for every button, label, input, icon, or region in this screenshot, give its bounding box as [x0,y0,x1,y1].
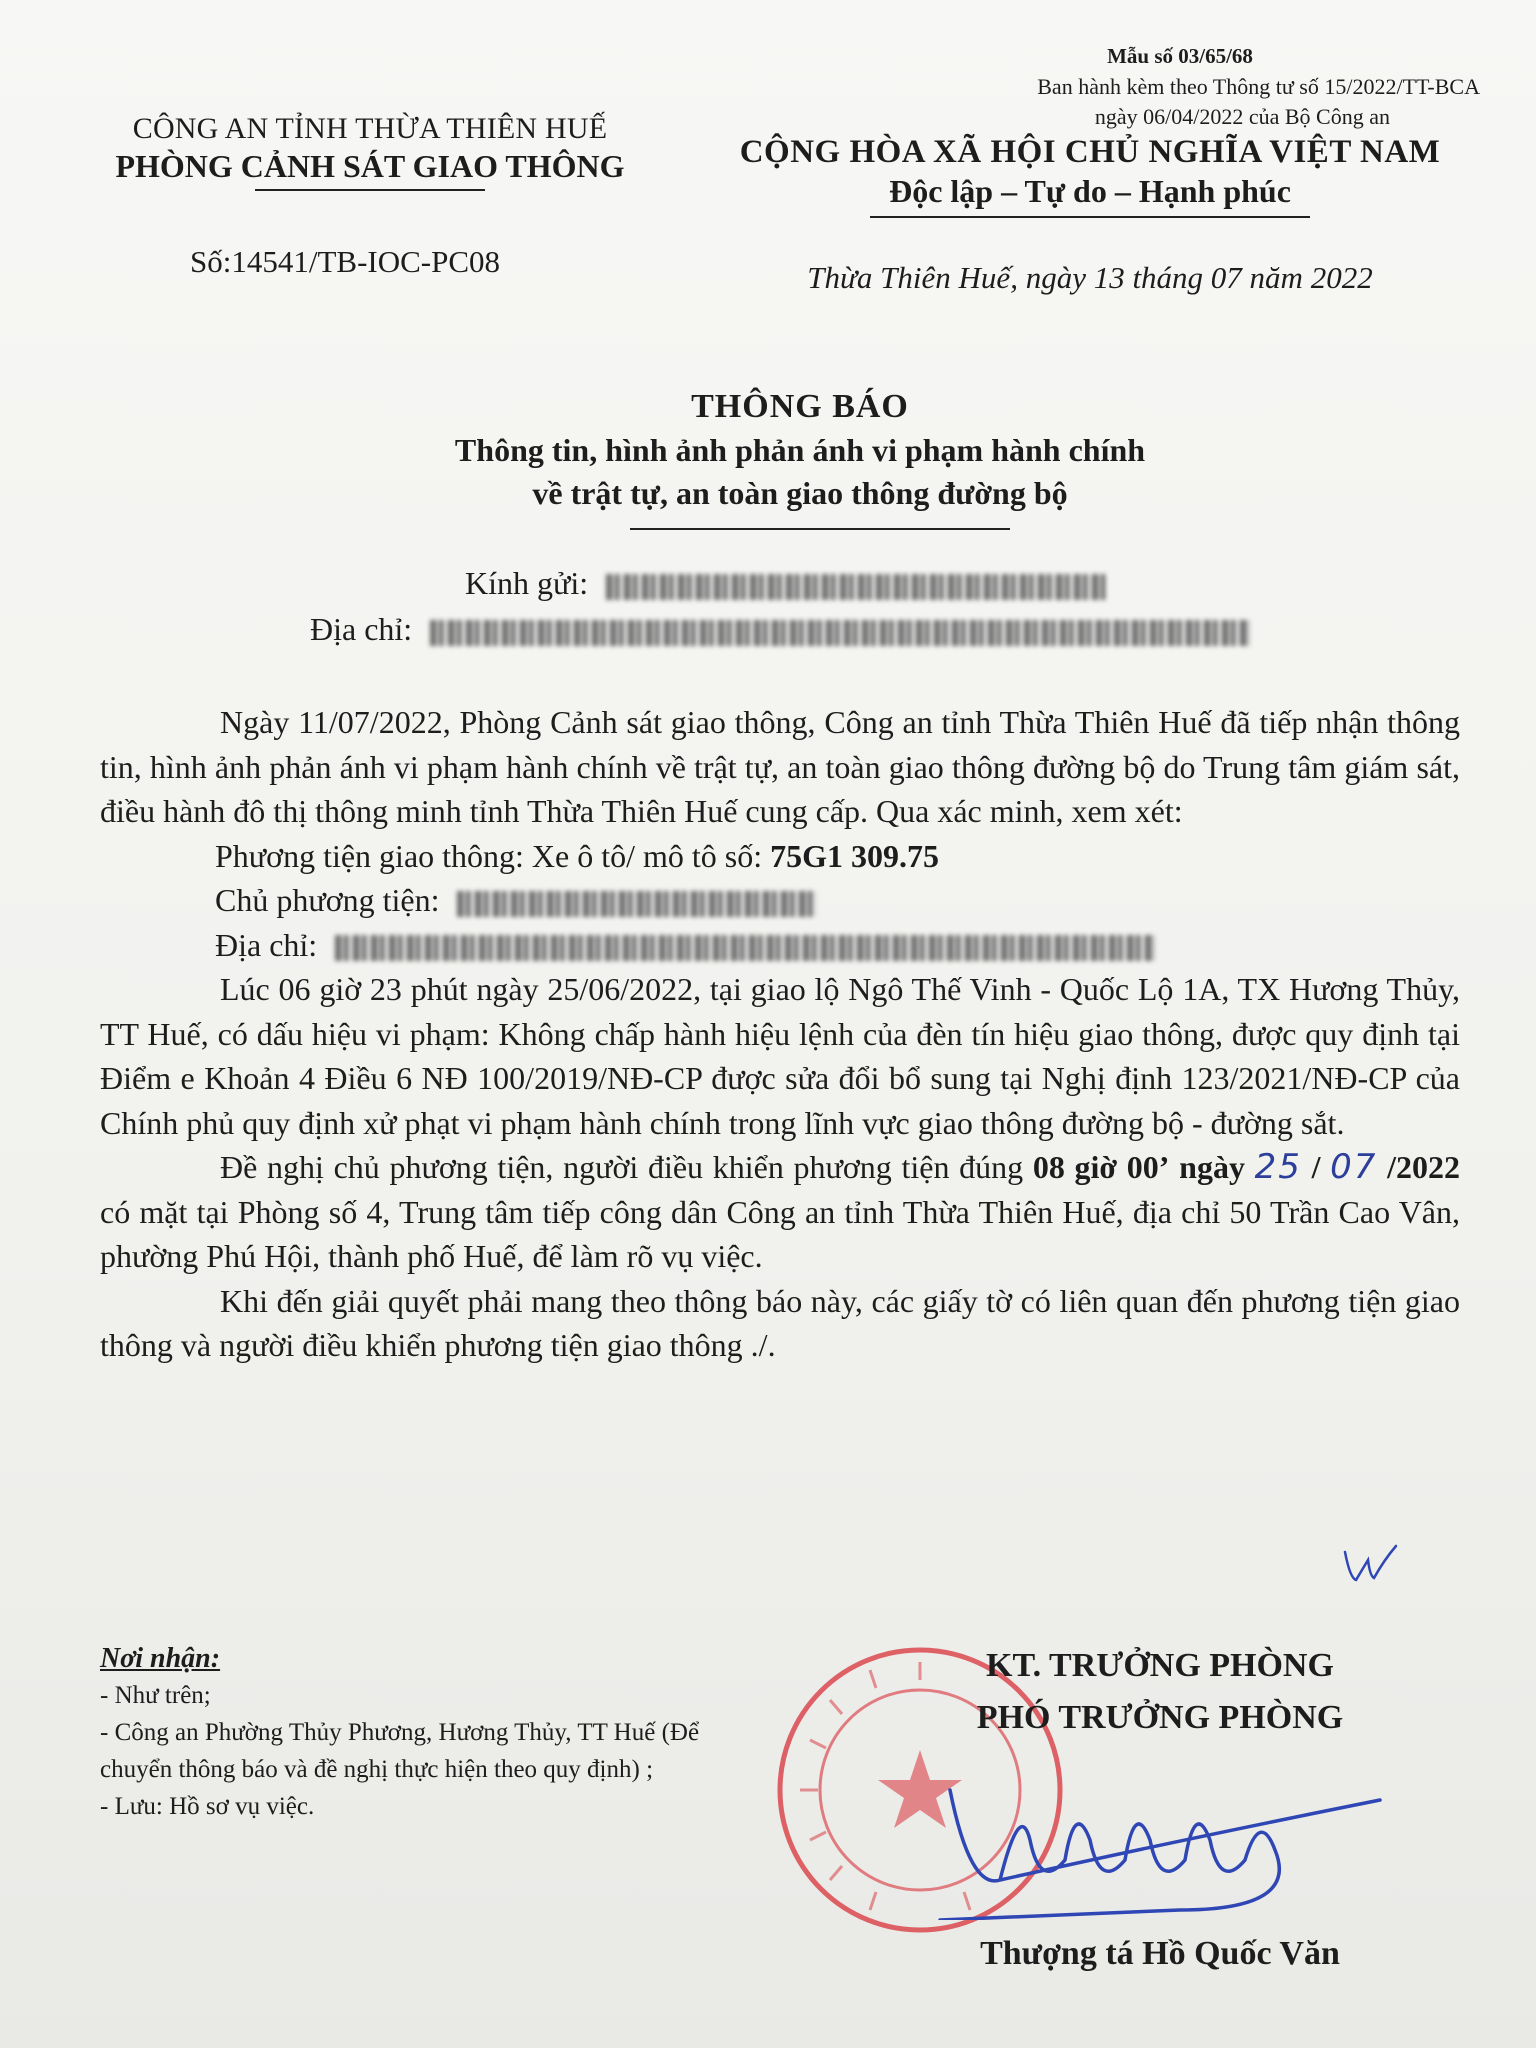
recipient-address-line [310,606,1250,652]
summons-intro: Đề nghị chủ phương tiện, người điều khiển phương tiện đúng [220,1149,1024,1185]
signature-block [860,1640,1460,1744]
signature-title-2: PHÓ TRƯỞNG PHÒNG [976,1699,1344,1736]
redacted-owner-address [335,935,1155,961]
violation-paragraph: Lúc 06 giờ 23 phút ngày 25/06/2022, tại giao lộ Ngô Thế Vinh - Quốc Lộ 1A, TX Hương Thủy, TT Huế, có dấu hiệu vi phạm: Không chấp hành hiệu lệnh của đèn tín hiệu giao thông, được quy định tại Điểm e Khoản 4 Điều 6 NĐ 100/2019/NĐ-CP được sửa đổi bổ sung tại Nghị định 123/2021/NĐ-CP của Chính phủ quy định xử phạt vi phạm hành chính trong lĩnh vực giao thông đường bộ - đường sắt. [100,971,1460,1141]
owner-line [100,878,1460,923]
form-issuance-note [880,72,1480,132]
signer-name: Thượng tá Hồ Quốc Văn [980,1935,1340,1972]
date-slash: / [1311,1149,1321,1185]
document-title [250,388,1350,512]
department-name: PHÒNG CẢNH SÁT GIAO THÔNG [115,148,625,184]
distribution-item-1: - Như trên; [100,1682,211,1709]
vehicle-label: Phương tiện giao thông: Xe ô tô/ mô tô số: [215,837,763,874]
title-underline [630,528,1010,530]
title-line-2: Thông tin, hình ảnh phản ánh vi phạm hành chính [454,432,1146,468]
owner-label: Chủ phương tiện: [215,882,440,918]
national-motto: Độc lập – Tự do – Hạnh phúc [889,173,1291,209]
form-number: Mẫu số 03/65/68 [1107,44,1253,68]
summons-location: có mặt tại Phòng số 4, Trung tâm tiếp công dân Công an tỉnh Thừa Thiên Huế, địa chỉ 50 Trần Cao Vân, phường Phú Hội, thành phố Huế, để làm rõ vụ việc. [100,1193,1460,1274]
distribution-list [100,1640,760,1825]
summons-year: /2022 [1387,1149,1460,1185]
address-label: Địa chỉ: [310,611,413,647]
summons-time: 08 giờ 00’ [1032,1149,1170,1185]
agency-name: CÔNG AN TỈNH THỪA THIÊN HUẾ [132,112,608,145]
distribution-heading: Nơi nhận: [100,1643,221,1674]
department-underline [255,189,485,191]
redacted-recipient-address [430,620,1250,646]
country-name: CỘNG HÒA XÃ HỘI CHỦ NGHĨA VIỆT NAM [739,134,1441,170]
license-plate: 75G1 309.75 [770,837,940,874]
redacted-owner-name [457,891,817,917]
signature-title-1: KT. TRƯỞNG PHÒNG [986,1647,1334,1684]
handwritten-day: 25 [1254,1147,1302,1187]
title-line-3: về trật tự, an toàn giao thông đường bộ [532,475,1068,511]
recipient-block [310,560,1250,652]
issuing-agency-block [60,112,680,191]
summons-paragraph [100,1145,1460,1279]
handwritten-signature-icon [880,1740,1400,1920]
title-main: THÔNG BÁO [691,388,909,425]
issuance-line-2: ngày 06/04/2022 của Bộ Công an [1094,104,1390,129]
closing-paragraph: Khi đến giải quyết phải mang theo thông báo này, các giấy tờ có liên quan đến phương tiện giao thông và người điều khiển phương tiện giao thông ./. [100,1282,1460,1363]
place-and-date: Thừa Thiên Huế, ngày 13 tháng 07 năm 2022 [807,260,1373,295]
distribution-item-3: - Lưu: Hồ sơ vụ việc. [100,1793,315,1820]
to-label: Kính gửi: [465,565,589,601]
national-header [700,134,1480,218]
vehicle-line [100,834,1460,879]
handwritten-month: 07 [1330,1147,1378,1187]
owner-address-line [100,923,1460,968]
recipient-line [310,560,1250,606]
redacted-recipient-name [606,574,1106,600]
document-number: Số:14541/TB-IOC-PC08 [190,244,501,279]
distribution-item-2: - Công an Phường Thủy Phương, Hương Thủy, TT Huế (Để chuyển thông báo và đề nghị thực hiện theo quy định) ; [100,1719,700,1783]
handwritten-check-icon [1340,1540,1400,1590]
summons-day-label: ngày [1179,1149,1245,1185]
owner-address-label: Địa chỉ: [215,926,318,963]
notice-body [100,700,1460,1368]
issuance-line-1: Ban hành kèm theo Thông tư số 15/2022/TT-BCA [1037,74,1480,99]
intro-paragraph: Ngày 11/07/2022, Phòng Cảnh sát giao thông, Công an tỉnh Thừa Thiên Huế đã tiếp nhận thông tin, hình ảnh phản ánh vi phạm hành chính về trật tự, an toàn giao thông đường bộ do Trung tâm giám sát, điều hành đô thị thông minh tỉnh Thừa Thiên Huế cung cấp. Qua xác minh, xem xét: [100,704,1460,829]
motto-underline [870,216,1310,218]
